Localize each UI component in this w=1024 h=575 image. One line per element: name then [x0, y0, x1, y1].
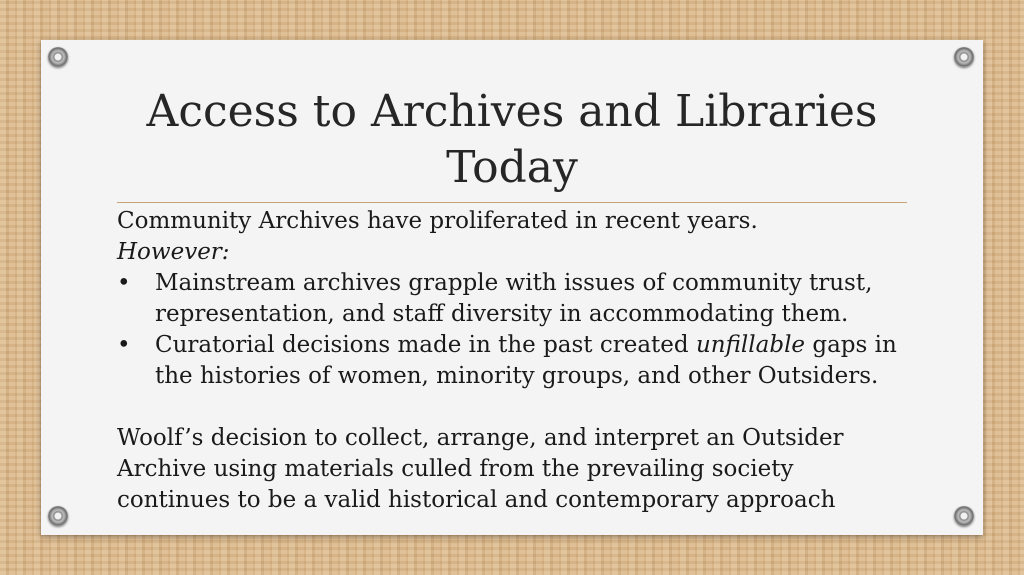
bullet-text: Mainstream archives grapple with issues of community trust, representation, and staff diversity in accommodating them. — [155, 270, 873, 327]
slide-title — [117, 84, 907, 196]
conclusion-line2: Archive using materials culled from the prevailing society — [117, 456, 794, 482]
bullet-text-after: gaps in the histories of women, minority groups, and other Outsiders. — [155, 332, 897, 389]
slide-title-line1: Access to Archives and Libraries — [146, 86, 878, 137]
spacer — [117, 392, 907, 423]
bullet-text-before: Curatorial decisions made in the past created — [155, 332, 696, 358]
however-label — [117, 237, 907, 268]
title-divider — [117, 202, 907, 203]
screw-icon-bottom-left — [48, 506, 68, 526]
slide-body — [117, 206, 907, 516]
bullet-icon: • — [117, 270, 131, 296]
slide-title-line2: Today — [446, 142, 578, 193]
however-text: However: — [117, 239, 230, 265]
screw-icon-bottom-right — [954, 506, 974, 526]
conclusion-line1: Woolf’s decision to collect, arrange, and interpret an Outsider — [117, 425, 844, 451]
list-item — [117, 330, 907, 392]
bullet-icon: • — [117, 332, 131, 358]
conclusion-line3: continues to be a valid historical and contemporary approach — [117, 487, 836, 513]
bullet-text-emphasis: unfillable — [695, 332, 806, 358]
screw-icon-top-left — [48, 47, 68, 67]
bullet-list — [117, 268, 907, 392]
conclusion-text — [117, 423, 907, 516]
list-item — [117, 268, 907, 330]
intro-text: Community Archives have proliferated in recent years. — [117, 208, 758, 234]
screw-icon-top-right — [954, 47, 974, 67]
